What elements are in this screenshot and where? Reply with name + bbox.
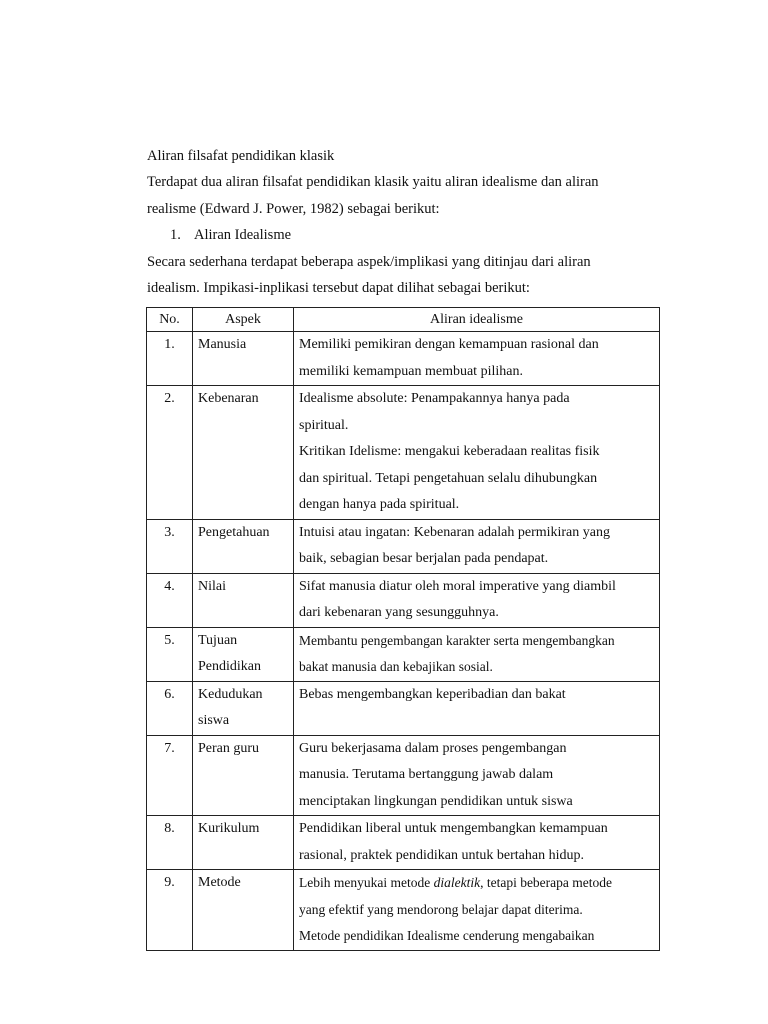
description-text: baik, sebagian besar berjalan pada pendapat. [299, 551, 549, 566]
aspect-text: Pendidikan [198, 659, 261, 674]
description-text-mixed [299, 870, 654, 897]
row-number: 5. [147, 627, 193, 681]
table-row [147, 573, 660, 627]
column-header-no: No. [147, 308, 193, 332]
description-text: bakat manusia dan kebajikan sosial. [299, 659, 493, 674]
aspect-text: Tujuan [198, 632, 238, 648]
description-text: Bebas mengembangkan keperibadian dan bakat [299, 686, 566, 702]
description-text: memiliki kemampuan membuat pilihan. [299, 363, 523, 379]
table-row [147, 681, 660, 735]
description-text: Sifat manusia diatur oleh moral imperative yang diambil [299, 578, 616, 594]
row-number: 9. [147, 870, 193, 951]
description-text-italic: dialektik [433, 875, 481, 890]
row-description [294, 870, 660, 951]
aspect-text: Manusia [198, 337, 247, 352]
row-aspect [193, 870, 294, 951]
row-number: 1. [147, 332, 193, 386]
description-text: manusia. Terutama bertanggung jawab dalam [299, 767, 554, 782]
row-aspect [193, 681, 294, 735]
table-row [147, 332, 660, 386]
row-aspect [193, 519, 294, 573]
description-text: menciptakan lingkungan pendidikan untuk siswa [299, 793, 573, 809]
row-number: 8. [147, 816, 193, 870]
table-row [147, 386, 660, 520]
aspect-text: Kebenaran [198, 391, 259, 406]
description-text-post: , tetapi beberapa metode [480, 875, 613, 890]
row-description [294, 627, 660, 681]
row-number: 6. [147, 681, 193, 735]
description-text: dengan hanya pada spiritual. [299, 497, 460, 512]
table-row [147, 627, 660, 681]
table-row [147, 519, 660, 573]
description-line-2: idealism. Impikasi-inplikasi tersebut dapat dilihat sebagai berikut: [147, 280, 530, 296]
aspect-text: Nilai [198, 578, 226, 594]
description-text: Metode pendidikan Idealisme cenderung mengabaikan [299, 928, 595, 943]
row-aspect [193, 332, 294, 386]
table-row [147, 816, 660, 870]
idealism-aspect-table [146, 307, 660, 951]
document-heading: Aliran filsafat pendidikan klasik [147, 148, 335, 164]
row-description [294, 519, 660, 573]
description-text: Pendidikan liberal untuk mengembangkan kemampuan [299, 821, 608, 836]
row-description [294, 573, 660, 627]
column-header-aspek: Aspek [193, 308, 294, 332]
description-text: dari kebenaran yang sesungguhnya. [299, 605, 499, 620]
table-row [147, 735, 660, 816]
table-row [147, 870, 660, 951]
intro-line-2: realisme (Edward J. Power, 1982) sebagai berikut: [147, 201, 440, 217]
row-number: 4. [147, 573, 193, 627]
row-number: 3. [147, 519, 193, 573]
aspect-text: Kedudukan [198, 686, 263, 702]
description-text: Idealisme absolute: Penampakannya hanya pada [299, 391, 570, 406]
row-aspect [193, 573, 294, 627]
description-text: yang efektif yang mendorong belajar dapat diterima. [299, 901, 583, 917]
description-text: Membantu pengembangan karakter serta mengembangkan [299, 632, 615, 648]
description-text: spiritual. [299, 417, 349, 433]
row-description [294, 681, 660, 735]
row-description [294, 386, 660, 520]
column-header-aliran: Aliran idealisme [294, 308, 660, 332]
list-item-idealisme [170, 222, 291, 249]
list-item-number: 1. [170, 227, 181, 243]
description-text: rasional, praktek pendidikan untuk bertahan hidup. [299, 847, 584, 863]
aspect-text: Kurikulum [198, 821, 260, 836]
intro-line-1: Terdapat dua aliran filsafat pendidikan klasik yaitu aliran idealisme dan aliran [147, 174, 599, 190]
row-description [294, 332, 660, 386]
aspect-text: siswa [198, 713, 230, 728]
row-number: 7. [147, 735, 193, 816]
row-aspect [193, 627, 294, 681]
description-text: Kritikan Idelisme: mengakui keberadaan realitas fisik [299, 444, 600, 459]
row-aspect [193, 735, 294, 816]
row-aspect [193, 386, 294, 520]
description-text: Intuisi atau ingatan: Kebenaran adalah permikiran yang [299, 524, 610, 540]
description-text: dan spiritual. Tetapi pengetahuan selalu dihubungkan [299, 470, 598, 486]
description-text: Memiliki pemikiran dengan kemampuan rasional dan [299, 337, 599, 352]
row-description [294, 816, 660, 870]
row-description [294, 735, 660, 816]
aspect-text: Peran guru [198, 740, 260, 756]
row-aspect [193, 816, 294, 870]
aspect-text: Metode [198, 875, 241, 890]
row-number: 2. [147, 386, 193, 520]
table-header-row [147, 308, 660, 332]
aspect-text: Pengetahuan [198, 524, 270, 540]
description-text: Guru bekerjasama dalam proses pengembangan [299, 740, 567, 756]
list-item-label: Aliran Idealisme [194, 227, 292, 243]
description-text-pre: Lebih menyukai metode [299, 875, 434, 890]
description-line-1: Secara sederhana terdapat beberapa aspek/implikasi yang ditinjau dari aliran [147, 254, 591, 270]
